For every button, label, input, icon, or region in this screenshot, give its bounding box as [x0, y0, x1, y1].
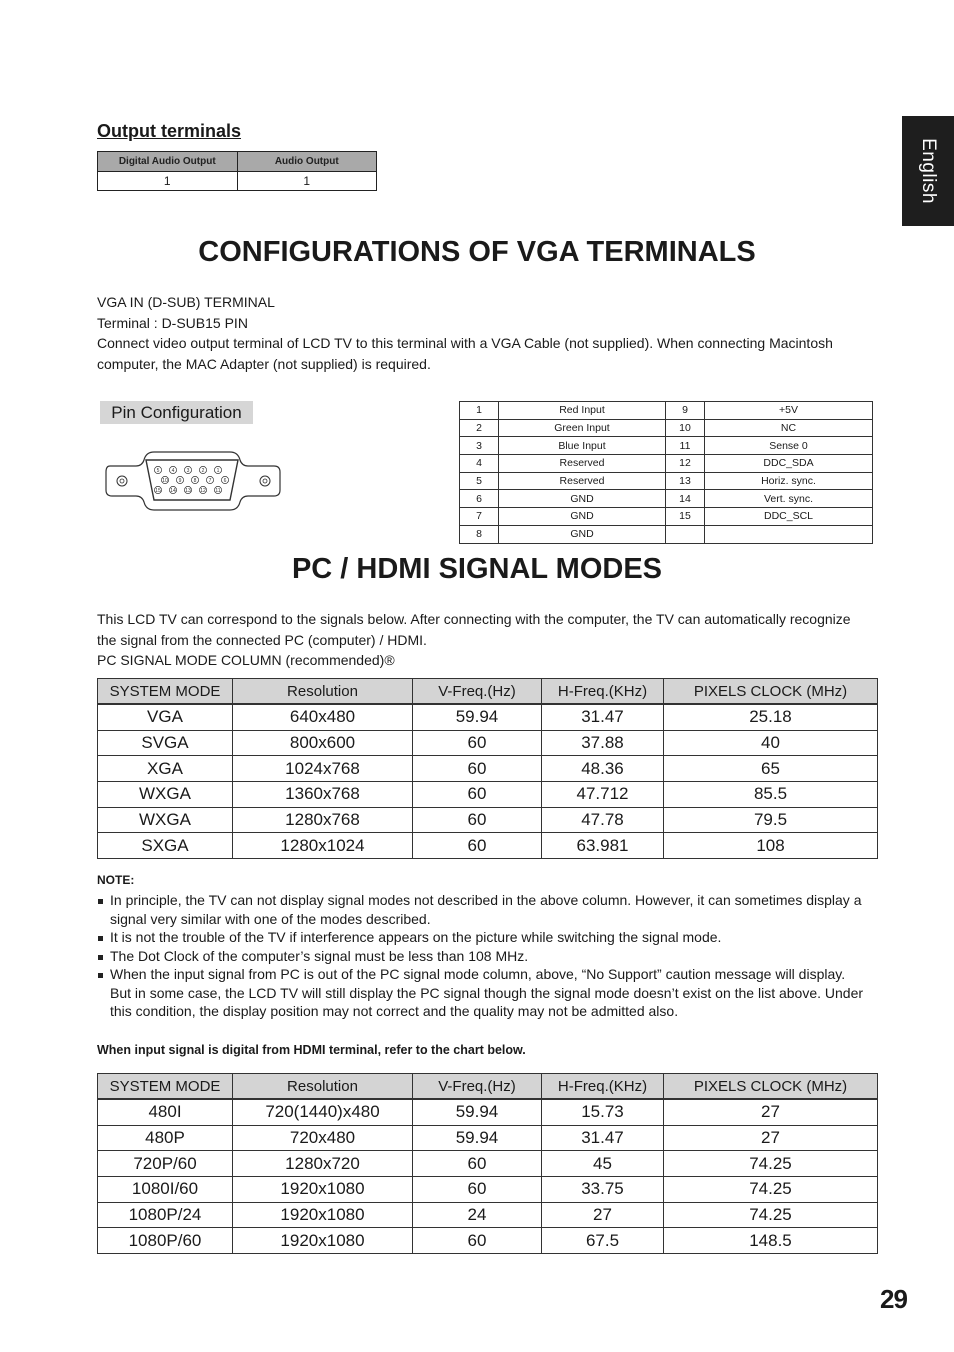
- table-row: [460, 490, 873, 508]
- table-cell: DDC_SCL: [705, 508, 873, 526]
- table-cell: 60: [413, 730, 542, 756]
- table-cell: 5: [460, 472, 499, 490]
- table-cell: 37.88: [542, 730, 664, 756]
- table-cell: 1920x1080: [233, 1202, 413, 1228]
- table-row: [98, 1202, 878, 1228]
- pin-number: 5: [156, 468, 160, 474]
- table-cell: 14: [666, 490, 705, 508]
- table-row: [460, 508, 873, 526]
- table-cell: 1: [237, 172, 377, 191]
- table-cell: 1280x1024: [233, 833, 413, 859]
- table-cell: 65: [664, 756, 878, 782]
- table-row: [98, 1228, 878, 1254]
- output-terminals-title: Output terminals: [97, 121, 242, 141]
- table-cell: 79.5: [664, 807, 878, 833]
- table-cell: 720P/60: [98, 1151, 233, 1177]
- table-cell: 33.75: [542, 1177, 664, 1203]
- pin-number: 12: [200, 488, 206, 494]
- pin-number: 11: [215, 488, 221, 494]
- table-row: [460, 402, 873, 420]
- table-cell: 74.25: [664, 1202, 878, 1228]
- table-cell: 60: [413, 807, 542, 833]
- hdmi-note: When input signal is digital from HDMI terminal, refer to the chart below.: [97, 1043, 526, 1057]
- table-cell: 45: [542, 1151, 664, 1177]
- pin-number: 13: [185, 488, 191, 494]
- table-cell: 25.18: [664, 704, 878, 730]
- table-cell: 1: [460, 402, 499, 420]
- table-cell: 31.47: [542, 1125, 664, 1151]
- language-tab-label: English: [918, 138, 940, 204]
- table-cell: VGA: [98, 704, 233, 730]
- table-cell: 8: [460, 525, 499, 543]
- pin-number: 4: [171, 468, 175, 474]
- pc-hdmi-heading: PC / HDMI SIGNAL MODES: [291, 553, 663, 585]
- table-cell: 60: [413, 1177, 542, 1203]
- table-cell: 40: [664, 730, 878, 756]
- table-cell: 480I: [98, 1099, 233, 1125]
- table-row: [98, 807, 878, 833]
- pin-number: 7: [208, 478, 212, 484]
- table-cell: 59.94: [413, 1099, 542, 1125]
- table-cell: Blue Input: [499, 437, 666, 455]
- pin-number: 8: [193, 478, 197, 484]
- table-cell: [666, 525, 705, 543]
- pin-assignment-table: [459, 401, 873, 544]
- text-line: Connect video output terminal of LCD TV to this terminal with a VGA Cable (not supplied). When connecting Macintosh computer, the MAC Adapter (not supplied) is required.: [97, 335, 833, 372]
- output-terminals-table: [97, 151, 377, 191]
- table-cell: 31.47: [542, 704, 664, 730]
- table-cell: 60: [413, 833, 542, 859]
- table-cell: NC: [705, 419, 873, 437]
- table-cell: 60: [413, 1228, 542, 1254]
- table-header: PIXELS CLOCK (MHz): [664, 1074, 878, 1100]
- vga-description: [97, 292, 867, 374]
- language-tab: [902, 116, 954, 226]
- table-cell: GND: [499, 490, 666, 508]
- table-cell: 85.5: [664, 782, 878, 808]
- table-cell: 74.25: [664, 1177, 878, 1203]
- text-line: VGA IN (D-SUB) TERMINAL: [97, 294, 275, 310]
- table-header: Audio Output: [237, 152, 377, 172]
- pc-description: [97, 609, 867, 671]
- pin-number: 6: [223, 478, 227, 484]
- table-cell: 74.25: [664, 1151, 878, 1177]
- table-cell: Sense 0: [705, 437, 873, 455]
- table-cell: 11: [666, 437, 705, 455]
- table-cell: 60: [413, 782, 542, 808]
- table-cell: 60: [413, 756, 542, 782]
- table-cell: WXGA: [98, 782, 233, 808]
- table-cell: 3: [460, 437, 499, 455]
- table-cell: 480P: [98, 1125, 233, 1151]
- table-row: [98, 833, 878, 859]
- table-header: Resolution: [233, 679, 413, 705]
- table-cell: 48.36: [542, 756, 664, 782]
- table-row: [98, 756, 878, 782]
- table-cell: Horiz. sync.: [705, 472, 873, 490]
- table-cell: Green Input: [499, 419, 666, 437]
- table-header: H-Freq.(KHz): [542, 679, 664, 705]
- table-cell: 1080I/60: [98, 1177, 233, 1203]
- list-item: When the input signal from PC is out of the PC signal mode column, above, “No Support” caution message will display. But in some case, the LCD TV will still display the PC signal though the signal mode doesn’t exist on the list above. Under this condition, the display position may not correct and the quality may not be admitted also.: [97, 965, 867, 1021]
- table-row: [98, 1099, 878, 1125]
- table-cell: 9: [666, 402, 705, 420]
- table-cell: +5V: [705, 402, 873, 420]
- table-cell: 720x480: [233, 1125, 413, 1151]
- table-cell: 1920x1080: [233, 1228, 413, 1254]
- table-cell: 1080P/24: [98, 1202, 233, 1228]
- table-header: SYSTEM MODE: [98, 679, 233, 705]
- table-cell: 12: [666, 455, 705, 473]
- table-cell: 1280x720: [233, 1151, 413, 1177]
- table-row: [98, 1151, 878, 1177]
- table-cell: 1280x768: [233, 807, 413, 833]
- dsub15-connector-icon: [102, 448, 284, 514]
- text-line: PC SIGNAL MODE COLUMN (recommended)®: [97, 652, 395, 668]
- table-cell: 15: [666, 508, 705, 526]
- table-cell: 63.981: [542, 833, 664, 859]
- table-cell: GND: [499, 525, 666, 543]
- table-cell: 7: [460, 508, 499, 526]
- table-cell: 1360x768: [233, 782, 413, 808]
- pin-configuration-label: Pin Configuration: [100, 401, 253, 424]
- note-title: NOTE:: [97, 873, 135, 887]
- table-cell: 10: [666, 419, 705, 437]
- table-cell: 13: [666, 472, 705, 490]
- table-row: [98, 704, 878, 730]
- pin-number: 9: [178, 478, 182, 484]
- table-cell: Reserved: [499, 455, 666, 473]
- table-cell: 27: [664, 1125, 878, 1151]
- table-cell: 2: [460, 419, 499, 437]
- table-header: SYSTEM MODE: [98, 1074, 233, 1100]
- table-row: [460, 455, 873, 473]
- table-header: V-Freq.(Hz): [413, 1074, 542, 1100]
- list-item: It is not the trouble of the TV if interference appears on the picture while switching the signal mode.: [97, 928, 867, 947]
- notes-list: [97, 891, 867, 1021]
- pin-number: 10: [162, 478, 168, 484]
- table-cell: 148.5: [664, 1228, 878, 1254]
- table-cell: 59.94: [413, 1125, 542, 1151]
- table-cell: SXGA: [98, 833, 233, 859]
- table-cell: 1: [98, 172, 238, 191]
- table-cell: SVGA: [98, 730, 233, 756]
- pc-signal-mode-table: [97, 678, 878, 859]
- pin-number: 2: [201, 468, 205, 474]
- table-cell: 67.5: [542, 1228, 664, 1254]
- table-cell: 108: [664, 833, 878, 859]
- table-cell: GND: [499, 508, 666, 526]
- table-header: V-Freq.(Hz): [413, 679, 542, 705]
- table-row: [460, 472, 873, 490]
- pin-number: 14: [170, 488, 176, 494]
- pin-number: 1: [216, 468, 220, 474]
- table-cell: 24: [413, 1202, 542, 1228]
- table-row: [460, 525, 873, 543]
- table-cell: Red Input: [499, 402, 666, 420]
- table-cell: Reserved: [499, 472, 666, 490]
- table-cell: [705, 525, 873, 543]
- table-row: [460, 437, 873, 455]
- table-row: [98, 1125, 878, 1151]
- table-cell: 27: [542, 1202, 664, 1228]
- table-cell: 60: [413, 1151, 542, 1177]
- table-cell: WXGA: [98, 807, 233, 833]
- table-cell: Vert. sync.: [705, 490, 873, 508]
- table-cell: 1920x1080: [233, 1177, 413, 1203]
- pin-number: 15: [155, 488, 161, 494]
- page-number: 29: [880, 1284, 907, 1314]
- table-cell: 640x480: [233, 704, 413, 730]
- table-header: H-Freq.(KHz): [542, 1074, 664, 1100]
- list-item: In principle, the TV can not display signal modes not described in the above column. However, it can sometimes display a signal very similar with one of the modes described.: [97, 891, 867, 928]
- table-header: PIXELS CLOCK (MHz): [664, 679, 878, 705]
- text-line: This LCD TV can correspond to the signals below. After connecting with the computer, the TV can automatically recognize the signal from the connected PC (computer) / HDMI.: [97, 611, 851, 648]
- table-cell: 59.94: [413, 704, 542, 730]
- table-cell: 720(1440)x480: [233, 1099, 413, 1125]
- table-cell: 47.78: [542, 807, 664, 833]
- table-header: Digital Audio Output: [98, 152, 238, 172]
- table-cell: 6: [460, 490, 499, 508]
- vga-heading: CONFIGURATIONS OF VGA TERMINALS: [198, 236, 756, 268]
- list-item: The Dot Clock of the computer’s signal must be less than 108 MHz.: [97, 947, 867, 966]
- text-line: Terminal : D-SUB15 PIN: [97, 314, 248, 331]
- table-cell: DDC_SDA: [705, 455, 873, 473]
- table-cell: XGA: [98, 756, 233, 782]
- table-cell: 1024x768: [233, 756, 413, 782]
- hdmi-signal-mode-table: [97, 1073, 878, 1254]
- table-cell: 4: [460, 455, 499, 473]
- table-cell: 1080P/60: [98, 1228, 233, 1254]
- pin-number: 3: [186, 468, 190, 474]
- table-cell: 27: [664, 1099, 878, 1125]
- table-cell: 15.73: [542, 1099, 664, 1125]
- table-row: [460, 419, 873, 437]
- table-row: [98, 1177, 878, 1203]
- table-cell: 47.712: [542, 782, 664, 808]
- table-cell: 800x600: [233, 730, 413, 756]
- table-row: [98, 730, 878, 756]
- table-header: Resolution: [233, 1074, 413, 1100]
- table-row: [98, 782, 878, 808]
